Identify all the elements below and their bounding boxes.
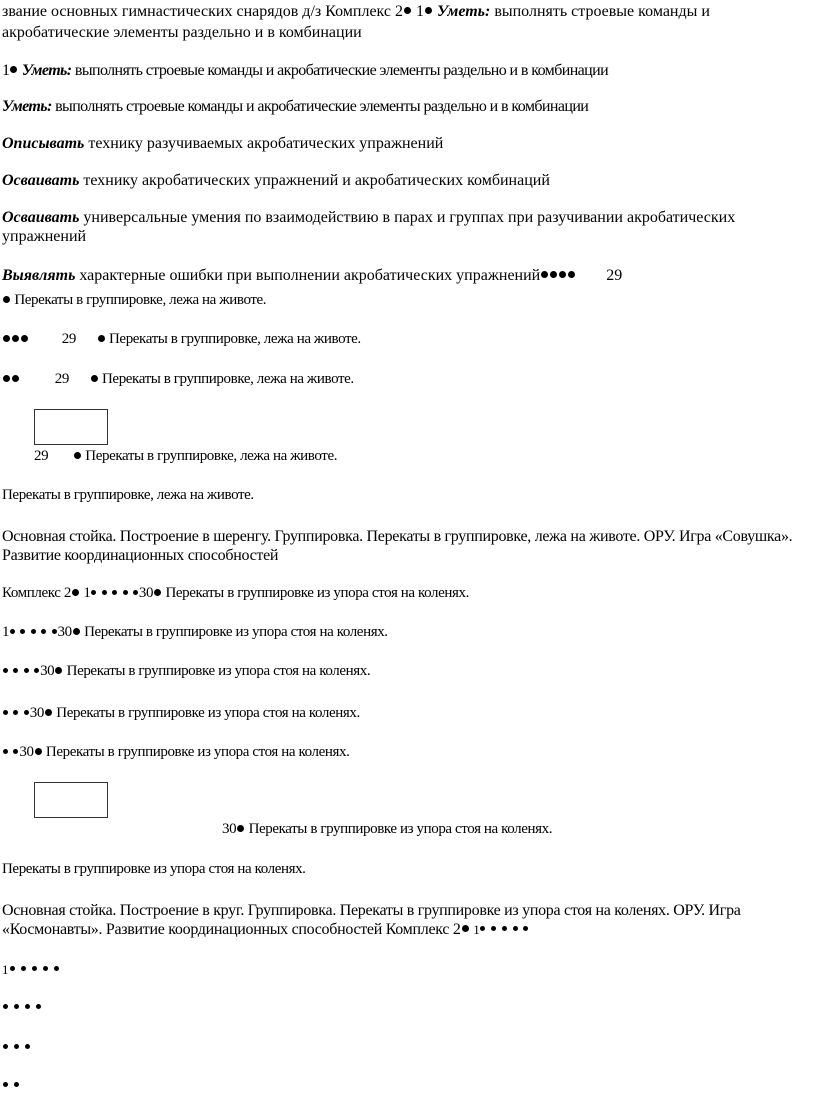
- line-koleni-2: [2, 623, 388, 642]
- line-opisyvat: [2, 134, 443, 153]
- text-osvaivat-2: универсальные умения по взаимодействию в парах и группах при разучивании акробатических упражнений: [2, 209, 736, 245]
- text-opisyvat: технику разучиваемых акробатических упражнений: [88, 135, 444, 152]
- text-koleni: Перекаты в группировке из упора стоя на коленях.: [66, 663, 371, 679]
- bullet-dot: [502, 926, 507, 931]
- text-umet-desc: выполнять строевые команды и акробатические элементы раздельно и в комбинации: [74, 62, 609, 79]
- text-one: 1: [2, 624, 10, 640]
- bullet-dot: [3, 375, 10, 382]
- page-num-29: 29: [61, 331, 76, 347]
- text-zvanie: звание основных гимнастических снарядов д/з Комплекс 2: [2, 3, 404, 20]
- text-one: 1: [416, 3, 425, 20]
- text-osvaivat: технику акробатических упражнений и акробатических комбинаций: [83, 172, 550, 189]
- label-osvaivat: Осваивать: [2, 209, 80, 226]
- bullet-dot: [3, 710, 8, 715]
- bullet-dot: [36, 1004, 41, 1009]
- bullet-dot: [112, 590, 117, 595]
- line-dots-4: [2, 998, 42, 1017]
- page-num-29: 29: [606, 267, 623, 284]
- bullet-dot: [24, 668, 29, 673]
- page-num-30: 30: [57, 624, 72, 640]
- text-one: 1: [473, 922, 480, 937]
- bullet-dot: [31, 629, 36, 634]
- line-dots-3: [2, 1038, 31, 1057]
- label-umet: Уметь:: [2, 98, 52, 115]
- line-dots-5: [2, 960, 60, 979]
- text-umet-desc: выполнять строевые команды и акробатические элементы раздельно и в комбинации: [55, 98, 589, 115]
- bullet-dot: [13, 749, 18, 754]
- bullet-dot: [491, 926, 496, 931]
- line-koleni-7: [2, 860, 306, 879]
- label-vyyavlyat: Выявлять: [2, 267, 76, 284]
- bullet-dot: [41, 629, 46, 634]
- line-lezha-3: [2, 370, 354, 389]
- empty-frame: [34, 409, 108, 445]
- line-vyyavlyat: [2, 266, 622, 285]
- text-one: 1: [83, 585, 91, 601]
- bullet-dot: [568, 271, 575, 278]
- bullet-dot: [12, 375, 19, 382]
- page-num-29: 29: [34, 448, 49, 464]
- bullet-dot: [523, 926, 528, 931]
- bullet-dot: [54, 966, 59, 971]
- text-lezha: Перекаты в группировке, лежа на животе.: [2, 487, 254, 503]
- text-para-sovushka: Основная стойка. Построение в шеренгу. Группировка. Перекаты в группировке, лежа на животе. ОРУ. Игра «Совушка». Развитие координационных способностей: [2, 528, 793, 564]
- empty-frame: [34, 782, 108, 818]
- bullet-dot: [3, 1004, 8, 1009]
- bullet-dot: [35, 748, 42, 755]
- text-lezha: Перекаты в группировке, лежа на животе.: [109, 331, 361, 347]
- bullet-dot: [52, 629, 57, 634]
- text-koleni: Перекаты в группировке из упора стоя на коленях.: [84, 624, 388, 640]
- line-koleni-1: [2, 584, 469, 603]
- para-kosmonavty: [2, 901, 812, 939]
- bullet-dot: [45, 709, 52, 716]
- bullet-dot: [541, 271, 548, 278]
- label-opisyvat: Описывать: [2, 135, 85, 152]
- line-lezha-4: [34, 447, 337, 466]
- bullet-dot: [25, 1004, 30, 1009]
- bullet-dot: [13, 710, 18, 715]
- page-num-30: 30: [40, 663, 55, 679]
- bullet-dot: [13, 668, 18, 673]
- bullet-dot: [24, 710, 29, 715]
- bullet-dot: [10, 966, 15, 971]
- bullet-dot: [21, 966, 26, 971]
- bullet-dot: [72, 589, 79, 596]
- text-one: 1: [2, 962, 9, 977]
- line-komplex-header-cont: [2, 23, 362, 42]
- bullet-dot: [55, 667, 62, 674]
- line-osvaivat-1: [2, 171, 550, 190]
- bullet-dot: [102, 590, 107, 595]
- bullet-dot: [10, 66, 17, 73]
- bullet-dot: [14, 1004, 19, 1009]
- page-num-30: 30: [138, 585, 154, 601]
- line-lezha-2: [2, 330, 361, 349]
- text-koleni: Перекаты в группировке из упора стоя на коленях.: [165, 585, 469, 601]
- text-vyyavlyat: характерные ошибки при выполнении акробатических упражнений: [79, 267, 541, 284]
- bullet-dot: [98, 335, 105, 342]
- line-umet-1: [2, 61, 608, 80]
- text-lezha: Перекаты в группировке, лежа на животе.: [85, 448, 338, 464]
- bullet-dot: [14, 1044, 19, 1049]
- text-koleni: Перекаты в группировке из упора стоя на коленях.: [45, 744, 350, 760]
- text-lezha: Перекаты в группировке, лежа на животе.: [102, 371, 354, 387]
- line-lezha-1: [2, 291, 266, 310]
- page-num-29: 29: [54, 371, 69, 387]
- bullet-dot: [133, 590, 138, 595]
- bullet-dot: [154, 589, 161, 596]
- bullet-dot: [3, 1044, 8, 1049]
- line-koleni-5: [2, 743, 349, 762]
- line-dots-2: [2, 1076, 20, 1095]
- bullet-dot: [3, 296, 10, 303]
- bullet-dot: [43, 966, 48, 971]
- bullet-dot: [123, 590, 128, 595]
- label-umet: Уметь:: [437, 3, 491, 20]
- line-koleni-6: [222, 820, 552, 839]
- text-koleni: Перекаты в группировке из упора стоя на коленях.: [56, 705, 360, 721]
- bullet-dot: [91, 375, 98, 382]
- bullet-dot: [425, 7, 432, 14]
- line-umet-2: [2, 97, 588, 116]
- bullet-dot: [3, 1082, 8, 1087]
- bullet-dot: [12, 335, 19, 342]
- label-osvaivat: Осваивать: [2, 172, 80, 189]
- text-komplex: Комплекс 2: [2, 585, 71, 601]
- text-umet-desc-cont: акробатические элементы раздельно и в комбинации: [2, 24, 362, 41]
- text-lezha: Перекаты в группировке, лежа на животе.: [14, 292, 267, 308]
- bullet-dot: [513, 926, 518, 931]
- bullet-dot: [73, 628, 80, 635]
- bullet-dot: [559, 271, 566, 278]
- text-one: 1: [2, 62, 10, 79]
- text-koleni: Перекаты в группировке из упора стоя на коленях.: [2, 861, 306, 877]
- text-umet-desc: выполнять строевые команды и: [494, 3, 710, 20]
- bullet-dot: [14, 1082, 19, 1087]
- line-komplex-header: [2, 2, 710, 21]
- bullet-dot: [10, 629, 15, 634]
- page-num-30: 30: [19, 744, 34, 760]
- line-osvaivat-2: [2, 208, 812, 246]
- bullet-dot: [20, 629, 25, 634]
- para-sovushka: [2, 527, 812, 565]
- bullet-dot: [3, 668, 8, 673]
- bullet-dot: [25, 1044, 30, 1049]
- label-umet: Уметь:: [21, 62, 72, 79]
- page-num-30: 30: [29, 705, 44, 721]
- bullet-dot: [91, 590, 96, 595]
- line-koleni-3: [2, 662, 370, 681]
- bullet-dot: [34, 668, 39, 673]
- bullet-dot: [21, 335, 28, 342]
- bullet-dot: [550, 271, 557, 278]
- bullet-dot: [3, 335, 10, 342]
- bullet-dot: [462, 925, 469, 932]
- bullet-dot: [32, 966, 37, 971]
- text-para-kosmonavty: Основная стойка. Построение в круг. Группировка. Перекаты в группировке из упора стоя на коленях. ОРУ. Игра «Космонавты». Развитие координационных способностей Комплекс 2: [2, 902, 741, 938]
- bullet-dot: [74, 452, 81, 459]
- bullet-dot: [480, 926, 485, 931]
- bullet-dot: [3, 749, 8, 754]
- line-lezha-5: [2, 486, 254, 505]
- page-num-30: 30: [222, 821, 237, 837]
- line-koleni-4: [2, 704, 360, 723]
- text-koleni: Перекаты в группировке из упора стоя на коленях.: [248, 821, 553, 837]
- bullet-dot: [237, 825, 244, 832]
- bullet-dot: [404, 7, 411, 14]
